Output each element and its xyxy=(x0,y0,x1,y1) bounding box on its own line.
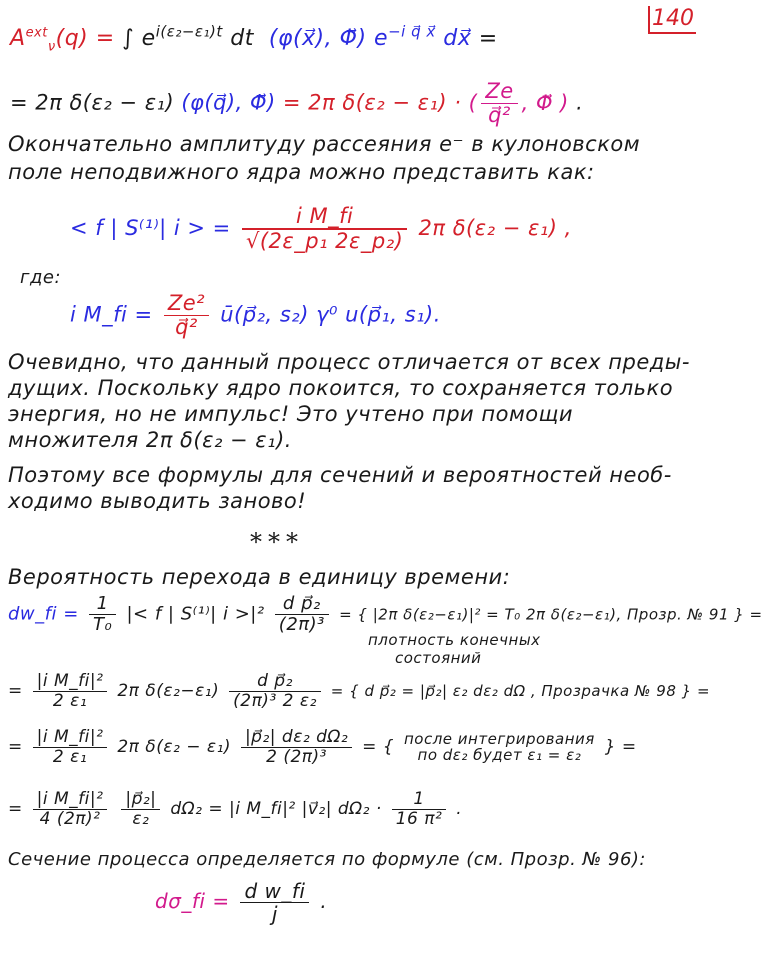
paragraph-line: множителя 2π δ(ε₂ − ε₁). xyxy=(8,428,292,452)
amplitude-symbol: $A^{ext}_\nu(q)$ = xyxy=(10,26,115,55)
equation-probability: dw_fi = $\frac{1}{\text{T₀}}$ |< f | S⁽¹⁾| i >|² $\frac{\text{d p⃗₂}}{\text{(2π)³}}$ = { |2π δ(ε₂−ε₁)|² = T₀ 2π δ(ε₂−ε₁), Прозр. № 91 } = xyxy=(8,593,763,635)
paragraph-line: энергия, но не импульс! Это учтено при помощи xyxy=(8,402,574,426)
paragraph-line: поле неподвижного ядра можно представить как: xyxy=(8,160,595,184)
paragraph-line: Очевидно, что данный процесс отличается от всех преды- xyxy=(8,350,690,374)
section-title: Вероятность перехода в единицу времени: xyxy=(8,565,511,589)
density-note: состояний xyxy=(395,649,482,667)
where-label: где: xyxy=(20,267,62,288)
paragraph-line: Поэтому все формулы для сечений и вероятностей необ- xyxy=(8,463,672,487)
spatial-integral: (φ(x⃗), Φ⃗) $e^{-i q⃗ x⃗}$ dx⃗ xyxy=(268,23,472,52)
paragraph-line: дущих. Поскольку ядро покоится, то сохраняется только xyxy=(8,376,674,400)
equation-cross-section: dσ_fi = $\frac{\text{d w\_fi}}{j}$ . xyxy=(155,879,328,926)
section-separator: *** xyxy=(250,528,304,556)
equation-s-matrix: < f | S⁽¹⁾| i > = $\frac{\text{i M\_fi}}{\text{√(2ε\_p₁ 2ε\_p₂)}}$ 2π δ(ε₂ − ε₁) , xyxy=(70,204,572,254)
delta-factor: = 2π δ(ε₂ − ε₁) xyxy=(10,90,175,115)
equals-sign: = xyxy=(478,26,498,52)
page-number: 140 xyxy=(648,6,696,34)
equation-step-3: = $\frac{\text{|i M\_fi|²}}{\text{4 (2π)²}}$ $\frac{\text{|p⃗₂|}}{\text{ε₂}}$ dΩ₂ = |i M_fi|² |v⃗₂| dΩ₂ · $\frac{1}{\text{16 π²}}$ . xyxy=(8,789,463,829)
time-integral: ∫ $e^{i(\varepsilon_2-\varepsilon_1)t}$ dt xyxy=(122,23,254,52)
equation-step-2: = $\frac{\text{|i M\_fi|²}}{\text{2 ε₁}}$ 2π δ(ε₂ − ε₁) $\frac{\text{|p⃗₂| dε₂ dΩ₂}}{\text{2 (2π)³}}$ = { после интегрирования по dε₂ будет ε₁ = ε₂ } = xyxy=(8,727,637,767)
paragraph-line: Сечение процесса определяется по формуле (см. Прозр. № 96): xyxy=(8,849,646,870)
paragraph-line: Окончательно амплитуду рассеяния e⁻ в кулоновском xyxy=(8,132,641,156)
equation-matrix-element: i M_fi = $\frac{\text{Ze²}}{\text{q⃗²}}$ ū(p⃗₂, s₂) γ⁰ u(p⃗₁, s₁). xyxy=(70,291,441,340)
equation-step-1: = $\frac{\text{|i M\_fi|²}}{\text{2 ε₁}}$ 2π δ(ε₂−ε₁) $\frac{\text{d p⃗₂}}{\text{(2π)³ 2 ε₂}}$ = { d p⃗₂ = |p⃗₂| ε₂ dε₂ dΩ , Прозрачка № 98 } = xyxy=(8,671,711,711)
equation-amplitude xyxy=(10,24,498,55)
red-delta-factor: = 2π δ(ε₂ − ε₁) · xyxy=(282,90,462,115)
fourier-term: (φ(q⃗), Φ⃗) xyxy=(181,90,276,115)
coulomb-vector: ( $\frac{Ze}{\text{q⃗²}}$ , Φ⃗ ) xyxy=(468,79,569,128)
paragraph-line: ходимо выводить заново! xyxy=(8,489,307,513)
density-note: плотность конечных xyxy=(368,631,541,649)
equation-amplitude-result: = 2π δ(ε₂ − ε₁) (φ(q⃗), Φ⃗) = 2π δ(ε₂ − ε₁) · ( $\frac{Ze}{\text{q⃗²}}$ , Φ⃗ ) . xyxy=(10,79,584,128)
